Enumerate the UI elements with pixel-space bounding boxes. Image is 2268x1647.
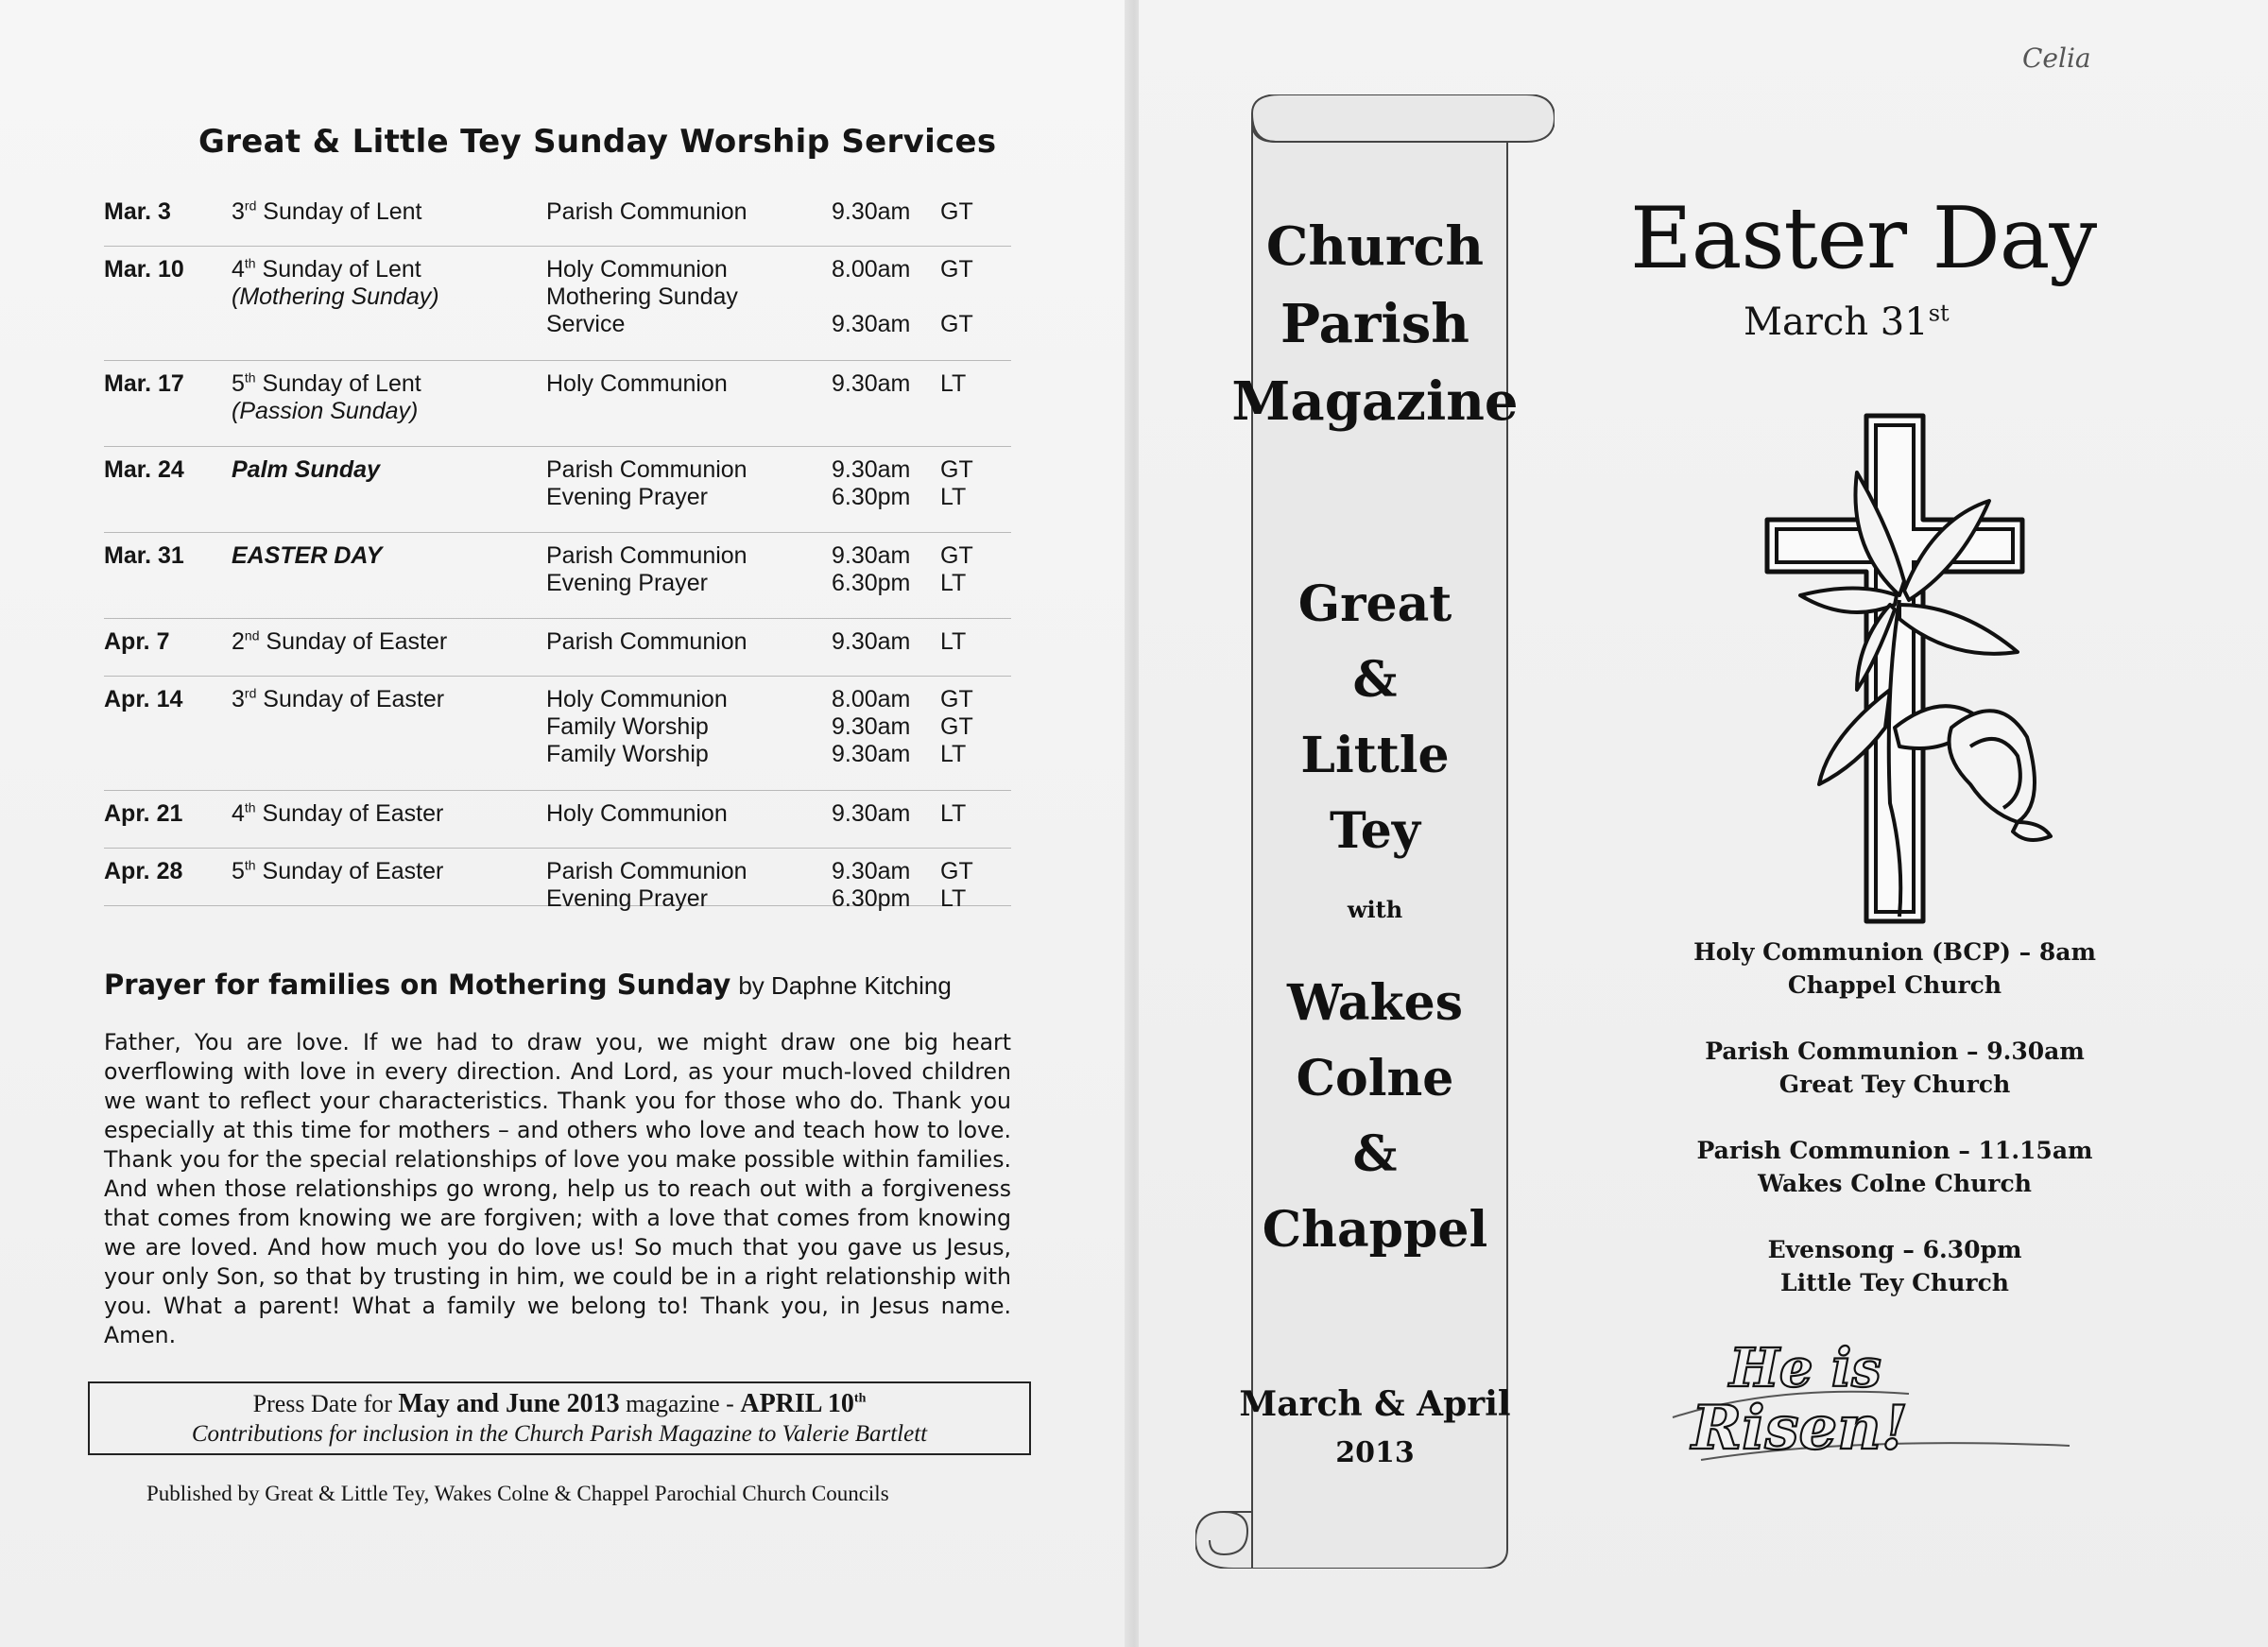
schedule-day (232, 800, 443, 828)
issue-dates (1205, 1380, 1545, 1478)
day-label (232, 858, 443, 885)
schedule-day (232, 370, 421, 425)
schedule-date: Apr. 21 (104, 800, 183, 827)
magazine-title-3: Magazine (1231, 370, 1519, 433)
service-time (832, 283, 910, 311)
service-time: 6.30pm (832, 484, 911, 510)
schedule-times (832, 628, 910, 656)
schedule-times (832, 686, 910, 768)
schedule-row (104, 791, 1011, 849)
parish-tey: Tey (1329, 802, 1421, 860)
service-location: LT (940, 800, 967, 827)
day-post: Sunday of Easter (255, 800, 444, 827)
schedule-services (546, 456, 747, 511)
schedule-services (546, 628, 747, 656)
press-date-sup: th (853, 1391, 867, 1406)
service-label: Holy Communion (546, 256, 728, 283)
schedule-locations (940, 858, 973, 913)
service-place: Chappel Church (1787, 971, 2002, 999)
schedule-services (546, 370, 728, 398)
published-by: Published by Great & Little Tey, Wakes Colne & Chappel Parochial Church Councils (146, 1482, 889, 1505)
service-wakes-colne (1630, 1134, 2159, 1200)
day-post: Sunday of Easter (255, 858, 444, 884)
day-post: Sunday of Lent (255, 370, 421, 397)
parish-names-wakes (1205, 966, 1545, 1268)
day-note: (Passion Sunday) (232, 398, 419, 424)
schedule-day (232, 456, 380, 484)
service-location: GT (940, 686, 973, 712)
schedule-date: Mar. 17 (104, 370, 184, 397)
parish-wakes: Wakes (1287, 974, 1463, 1032)
service-name: Parish Communion – 11.15am (1696, 1137, 2093, 1164)
day-pre: 4 (232, 800, 245, 827)
service-time: 9.30am (832, 800, 911, 827)
schedule-locations (940, 542, 973, 597)
schedule-locations (940, 370, 966, 398)
schedule-services (546, 800, 728, 828)
schedule-day (232, 686, 444, 713)
day-pre: 5 (232, 858, 245, 884)
service-time: 9.30am (832, 713, 911, 740)
schedule-locations (940, 628, 966, 656)
schedule-locations (940, 256, 973, 338)
parish-names-tey (1205, 567, 1545, 869)
magazine-title-1: Church (1265, 215, 1485, 278)
service-location (940, 283, 973, 311)
day-sup: th (244, 799, 256, 815)
schedule-row (104, 247, 1011, 361)
parish-amp-1: & (1352, 651, 1398, 709)
schedule-locations (940, 800, 966, 828)
service-place: Great Tey Church (1778, 1071, 2011, 1098)
schedule-services (546, 858, 747, 913)
service-time: 8.00am (832, 686, 911, 712)
easter-date-text: March 31 (1744, 300, 1929, 344)
service-time: 6.30pm (832, 570, 911, 596)
service-time: 9.30am (832, 311, 911, 337)
service-place: Wakes Colne Church (1758, 1170, 2032, 1197)
prayer-title: Prayer for families on Mothering Sunday (104, 969, 731, 1001)
service-label: Parish Communion (546, 628, 747, 655)
schedule-day (232, 628, 447, 656)
issue-year: 2013 (1335, 1436, 1415, 1469)
day-pre: EASTER DAY (232, 542, 383, 569)
schedule-day (232, 198, 422, 226)
prayer-heading (104, 969, 952, 1002)
right-page (1139, 0, 2268, 1647)
schedule-times (832, 858, 910, 913)
schedule-times (832, 198, 910, 226)
day-label (232, 370, 421, 398)
service-location: GT (940, 198, 973, 225)
day-post: Sunday of Easter (259, 628, 448, 655)
magazine-title (1205, 208, 1545, 440)
he-is-text: He is (1729, 1337, 1881, 1399)
press-contributions: Contributions for inclusion in the Church Parish Magazine to Valerie Bartlett (191, 1421, 928, 1447)
schedule-day (232, 858, 443, 885)
day-label (232, 686, 444, 713)
day-pre: 2 (232, 628, 245, 655)
with-label: with (1347, 896, 1403, 923)
day-post: Sunday of Lent (256, 198, 422, 225)
day-label (232, 628, 447, 656)
service-time: 6.30pm (832, 885, 911, 912)
schedule-services (546, 198, 747, 226)
service-location: GT (940, 713, 973, 740)
schedule-date: Apr. 14 (104, 686, 183, 712)
day-label (232, 256, 439, 283)
press-issue: May and June 2013 (398, 1389, 620, 1418)
day-post: Sunday of Lent (255, 256, 421, 283)
service-location: LT (940, 885, 967, 912)
schedule-row (104, 619, 1011, 677)
he-is-risen-lettering (1663, 1328, 2079, 1469)
day-post: Sunday of Easter (256, 686, 445, 712)
schedule-day (232, 256, 439, 311)
service-great-tey (1630, 1035, 2159, 1101)
service-label: Evening Prayer (546, 570, 708, 596)
service-name: Parish Communion – 9.30am (1705, 1038, 2085, 1065)
schedule-title: Great & Little Tey Sunday Worship Services (198, 123, 997, 161)
service-time: 9.30am (832, 542, 911, 569)
day-label (232, 198, 422, 226)
schedule-row (104, 677, 1011, 791)
day-label (232, 542, 382, 570)
schedule-row (104, 849, 1011, 912)
service-label: Holy Communion (546, 686, 728, 712)
service-label: Family Worship (546, 741, 709, 767)
parish-great: Great (1297, 575, 1452, 633)
day-pre: 3 (232, 198, 245, 225)
prayer-text: Father, You are love. If we had to draw you, we might draw one big heart overflowing with love in every direction. And Lord, as your much-loved children we want to reflect your characteristics. Thank you for those who do. Thank you especially at this time for mothers – and others who love and teach how to love. Thank you for the special relationships of love you make possible within families. And when those relationships go wrong, help us to reach out with a forgiveness that comes from knowing we are forgiven; with a love that comes from knowing we are loved. And how much you do love us! So much that you gave us Jesus, your only Son, so that by trusting in him, we could be in a right relationship with you. What a parent! What a family we belong to! Thank you, in Jesus name. Amen. (104, 1029, 1011, 1348)
service-label: Parish Communion (546, 198, 747, 225)
schedule-date: Apr. 7 (104, 628, 170, 655)
schedule-times (832, 456, 910, 511)
press-prefix: Press Date for (252, 1390, 399, 1417)
schedule-date: Mar. 10 (104, 256, 184, 283)
service-time: 9.30am (832, 741, 911, 767)
day-note: (Mothering Sunday) (232, 283, 439, 310)
service-label: Holy Communion (546, 800, 728, 827)
schedule-row (104, 533, 1011, 619)
schedule-date: Apr. 28 (104, 858, 183, 884)
schedule-row (104, 361, 1011, 447)
schedule-day (232, 542, 382, 570)
press-date: APRIL 10 (740, 1389, 854, 1418)
day-pre: 5 (232, 370, 245, 397)
schedule-locations (940, 198, 973, 226)
cross-with-lily-icon (1715, 406, 2074, 935)
service-name: Holy Communion (BCP) – 8am (1693, 938, 2096, 966)
service-label: Holy Communion (546, 370, 728, 397)
service-time: 9.30am (832, 628, 911, 655)
service-label: Parish Communion (546, 858, 747, 884)
magazine-title-2: Parish (1280, 293, 1469, 355)
service-location: LT (940, 741, 967, 767)
service-time: 9.30am (832, 370, 911, 397)
service-time: 9.30am (832, 456, 911, 483)
service-chappel (1630, 935, 2159, 1002)
service-time: 8.00am (832, 256, 911, 283)
left-page (0, 0, 1129, 1647)
easter-date-sup: st (1928, 300, 1950, 327)
service-label: Parish Communion (546, 542, 747, 569)
schedule-locations (940, 686, 973, 768)
service-location: GT (940, 858, 973, 884)
service-place: Little Tey Church (1780, 1269, 2009, 1296)
parish-colne: Colne (1296, 1050, 1454, 1107)
press-date-box (88, 1381, 1031, 1455)
service-location: LT (940, 570, 967, 596)
service-little-tey (1630, 1233, 2159, 1299)
schedule-services (546, 256, 738, 338)
schedule-times (832, 542, 910, 597)
risen-text: Risen! (1692, 1393, 1908, 1464)
day-sup: th (244, 369, 256, 386)
service-location: GT (940, 542, 973, 569)
parish-little: Little (1300, 727, 1450, 784)
prayer-author: by Daphne Kitching (738, 971, 952, 1000)
easter-day-title: Easter Day (1630, 189, 2097, 288)
day-label (232, 456, 380, 484)
press-date-line (90, 1389, 1029, 1419)
service-label: Evening Prayer (546, 885, 708, 912)
day-sup: rd (244, 685, 257, 701)
day-sup: th (244, 255, 256, 271)
schedule-times (832, 256, 910, 338)
service-name: Evensong – 6.30pm (1767, 1236, 2022, 1263)
schedule-times (832, 800, 910, 828)
day-pre: 4 (232, 256, 245, 283)
service-label: Mothering Sunday (546, 283, 738, 310)
issue-months: March & April (1239, 1384, 1511, 1424)
worship-schedule-table (104, 189, 1011, 912)
schedule-row (104, 447, 1011, 533)
schedule-date: Mar. 3 (104, 198, 171, 225)
easter-date (1744, 300, 1950, 344)
schedule-locations (940, 456, 973, 511)
service-location: GT (940, 456, 973, 483)
schedule-services (546, 686, 728, 768)
schedule-services (546, 542, 747, 597)
day-pre: 3 (232, 686, 245, 712)
service-label: Parish Communion (546, 456, 747, 483)
schedule-times (832, 370, 910, 398)
handwritten-signature: Celia (2022, 43, 2091, 74)
service-location: GT (940, 256, 973, 283)
service-label: Family Worship (546, 713, 709, 740)
service-time: 9.30am (832, 198, 911, 225)
service-label: Evening Prayer (546, 484, 708, 510)
day-pre: Palm Sunday (232, 456, 380, 483)
schedule-row (104, 189, 1011, 247)
service-location: LT (940, 484, 967, 510)
day-label (232, 800, 443, 828)
day-sup: nd (244, 627, 260, 643)
service-location: LT (940, 628, 967, 655)
press-mid: magazine - (619, 1390, 741, 1417)
service-time: 9.30am (832, 858, 911, 884)
day-sup: th (244, 857, 256, 873)
day-sup: rd (244, 197, 257, 214)
service-label: Service (546, 311, 626, 337)
parish-chappel: Chappel (1262, 1201, 1488, 1259)
service-location: LT (940, 370, 967, 397)
service-location: GT (940, 311, 973, 337)
schedule-date: Mar. 31 (104, 542, 184, 569)
schedule-date: Mar. 24 (104, 456, 184, 483)
parish-amp-2: & (1352, 1125, 1398, 1183)
